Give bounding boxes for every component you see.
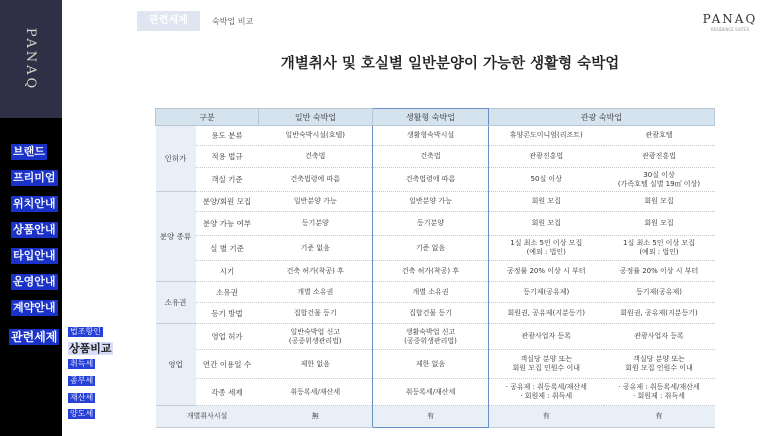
- sidebar-item-contract[interactable]: 계약안내: [13, 301, 56, 314]
- sidebar-item-premium[interactable]: 프리미엄: [13, 171, 56, 184]
- cell: [259, 324, 373, 350]
- cell: 관광사업자 등록: [489, 324, 604, 350]
- group-sale: 분양 종류: [156, 192, 196, 282]
- row-label: 각종 세제: [196, 379, 259, 406]
- table-row: [156, 282, 715, 303]
- cell: 有: [489, 406, 604, 428]
- sidebar-item-tax[interactable]: 관련세제: [11, 330, 58, 344]
- group-owner: 소유권: [156, 282, 196, 324]
- cell-line: 객실당 분양 또는: [633, 355, 685, 363]
- sidebar-item-operation[interactable]: 운영안내: [13, 275, 56, 288]
- sidebar-item-brand[interactable]: 브랜드: [13, 145, 45, 158]
- row-label: 용도 분류: [196, 126, 259, 146]
- cell: [604, 168, 715, 192]
- header-division: 구분: [156, 109, 259, 126]
- cell: 건축법령에 따름: [259, 168, 373, 192]
- table-row: [156, 192, 715, 212]
- cell-line: 객실당 분양 또는: [520, 355, 573, 363]
- cell: 건축법: [373, 146, 489, 168]
- row-label: 분양 가능 여부: [196, 212, 259, 236]
- cell-line: 일반숙박업 신고: [290, 327, 341, 336]
- cell: 제한 없음: [373, 350, 489, 379]
- sub-item-acquisition-tax[interactable]: 취득세: [70, 359, 94, 368]
- cell: 휴양콘도미니엄(리조트): [489, 126, 604, 146]
- cell: 일반분양 가능: [373, 192, 489, 212]
- cell: [373, 324, 489, 350]
- cell: 회원권, 공유제(지분등기): [489, 303, 604, 324]
- sidebar: [0, 0, 62, 436]
- header-tab[interactable]: 관련세제: [137, 11, 200, 31]
- table-row: [156, 126, 715, 146]
- cell: 기준 없음: [373, 236, 489, 261]
- cell: [489, 379, 604, 406]
- row-label: 적용 법규: [196, 146, 259, 168]
- cell-line: (공중위생관리법): [404, 336, 457, 345]
- cell: 50실 이상: [489, 168, 604, 192]
- table-row: [156, 236, 715, 261]
- header-tourism: 관광 숙박업: [489, 109, 715, 126]
- cell: [489, 236, 604, 261]
- cell-line: 1실 최소 5인 이상 모집: [623, 239, 695, 247]
- cell: 회원 모집: [604, 192, 715, 212]
- cell-line: 1실 최소 5인 이상 모집: [510, 239, 583, 247]
- cell: [489, 350, 604, 379]
- row-label: 실 별 기준: [196, 236, 259, 261]
- sidebar-item-type[interactable]: 타입안내: [13, 249, 56, 262]
- cell: 공정률 20% 이상 시 부터: [489, 261, 604, 282]
- cell: 생활형숙박시설: [373, 126, 489, 146]
- table-row: [156, 146, 715, 168]
- cell-line: · 회원제 : 취득세: [520, 392, 573, 400]
- cell: [604, 350, 715, 379]
- sub-item-property-tax[interactable]: 재산세: [70, 393, 94, 402]
- row-label: 영업 허가: [196, 324, 259, 350]
- cell: 등기제(공유제): [489, 282, 604, 303]
- cell: 공정률 20% 이상 시 부터: [604, 261, 715, 282]
- cell: 제한 없음: [259, 350, 373, 379]
- cell: 건축법령에 따름: [373, 168, 489, 192]
- cell-line: (예외 : 법인): [526, 248, 566, 256]
- cell: 건축 허가(착공) 후: [259, 261, 373, 282]
- table-footer-row: [156, 406, 715, 428]
- cell: 회원 모집: [489, 212, 604, 236]
- row-label: 등기 방법: [196, 303, 259, 324]
- cell-line: 회원 모집 인원수 이내: [625, 364, 693, 372]
- row-label: 시기: [196, 261, 259, 282]
- cell: 관광진흥법: [604, 146, 715, 168]
- cell: 관광사업자 등록: [604, 324, 715, 350]
- cell-line: (공중위생관리법): [288, 336, 342, 345]
- row-label: 연간 이용일 수: [196, 350, 259, 379]
- sub-item-transfer-tax[interactable]: 양도세: [70, 409, 94, 418]
- cell: 회원 모집: [604, 212, 715, 236]
- row-label: 분양/회원 모집: [196, 192, 259, 212]
- cell-line: · 공유제 : 취등록세/재산세: [618, 383, 700, 391]
- cell: [604, 379, 715, 406]
- group-permit: 인허가: [156, 126, 196, 192]
- cell: 관광호텔: [604, 126, 715, 146]
- table-row: [156, 324, 715, 350]
- sidebar-item-product[interactable]: 상품안내: [13, 223, 56, 236]
- table-row: [156, 350, 715, 379]
- cell-line: (예외 : 법인): [639, 248, 679, 256]
- header-general: 일반 숙박업: [259, 109, 373, 126]
- brand-sub: RESIDENCE SUITES: [710, 27, 750, 32]
- sub-item-compare[interactable]: 상품비교: [69, 342, 112, 355]
- cell: 집합건물 등기: [259, 303, 373, 324]
- cell: [604, 236, 715, 261]
- table-row: [156, 261, 715, 282]
- cell: 취등록세/재산세: [373, 379, 489, 406]
- footer-label: 개별취사시설: [156, 406, 259, 428]
- sidebar-item-location[interactable]: 위치안내: [13, 197, 56, 210]
- cell: 등기분양: [259, 212, 373, 236]
- table-row: [156, 212, 715, 236]
- page-title: 개별취사 및 호실별 일반분양이 가능한 생활형 숙박업: [280, 56, 620, 72]
- header-residential: 생활형 숙박업: [373, 109, 489, 126]
- brand-logo: [700, 12, 760, 32]
- table-row: [156, 303, 715, 324]
- cell: 일반분양 가능: [259, 192, 373, 212]
- cell: 개별 소유권: [373, 282, 489, 303]
- table-header-row: [156, 109, 715, 126]
- cell: 회원권, 공유제(지분등기): [604, 303, 715, 324]
- cell-line: 생활숙박업 신고: [405, 327, 456, 336]
- cell-line: (가족호텔 실별 19㎡ 이상): [617, 179, 701, 188]
- cell: 기준 없음: [259, 236, 373, 261]
- cell-line: · 회원제 : 취득세: [633, 392, 685, 400]
- cell: 건축 허가(착공) 후: [373, 261, 489, 282]
- cell: 회원 모집: [489, 192, 604, 212]
- cell: 관광진흥법: [489, 146, 604, 168]
- sidebar-logo[interactable]: [0, 0, 62, 118]
- cell: 有: [373, 406, 489, 428]
- sub-item-property-holding-tax[interactable]: 종부세: [70, 376, 94, 385]
- cell: 有: [604, 406, 715, 428]
- cell: 건축법: [259, 146, 373, 168]
- cell: 등기제(공유제): [604, 282, 715, 303]
- cell: 無: [259, 406, 373, 428]
- cell: 개별 소유권: [259, 282, 373, 303]
- cell-line: 회원 모집 인원수 이내: [512, 364, 581, 372]
- sub-item-law[interactable]: 법조항인: [70, 327, 101, 336]
- row-label: 객실 기준: [196, 168, 259, 192]
- header-subtitle: 숙박업 비교: [212, 17, 254, 26]
- group-business: 영업: [156, 324, 196, 406]
- cell: 등기분양: [373, 212, 489, 236]
- cell-line: · 공유제 : 취등록세/재산세: [505, 383, 587, 391]
- table-row: [156, 168, 715, 192]
- brand-name: PANAQ: [702, 12, 758, 26]
- cell-line: 30실 이상: [643, 170, 675, 179]
- row-label: 소유권: [196, 282, 259, 303]
- logo-text: PANAQ: [23, 27, 39, 91]
- comparison-table: [155, 108, 715, 428]
- cell: 취등록세/재산세: [259, 379, 373, 406]
- table-row: [156, 379, 715, 406]
- cell: 집합건물 등기: [373, 303, 489, 324]
- cell: 일반숙박시설(호텔): [259, 126, 373, 146]
